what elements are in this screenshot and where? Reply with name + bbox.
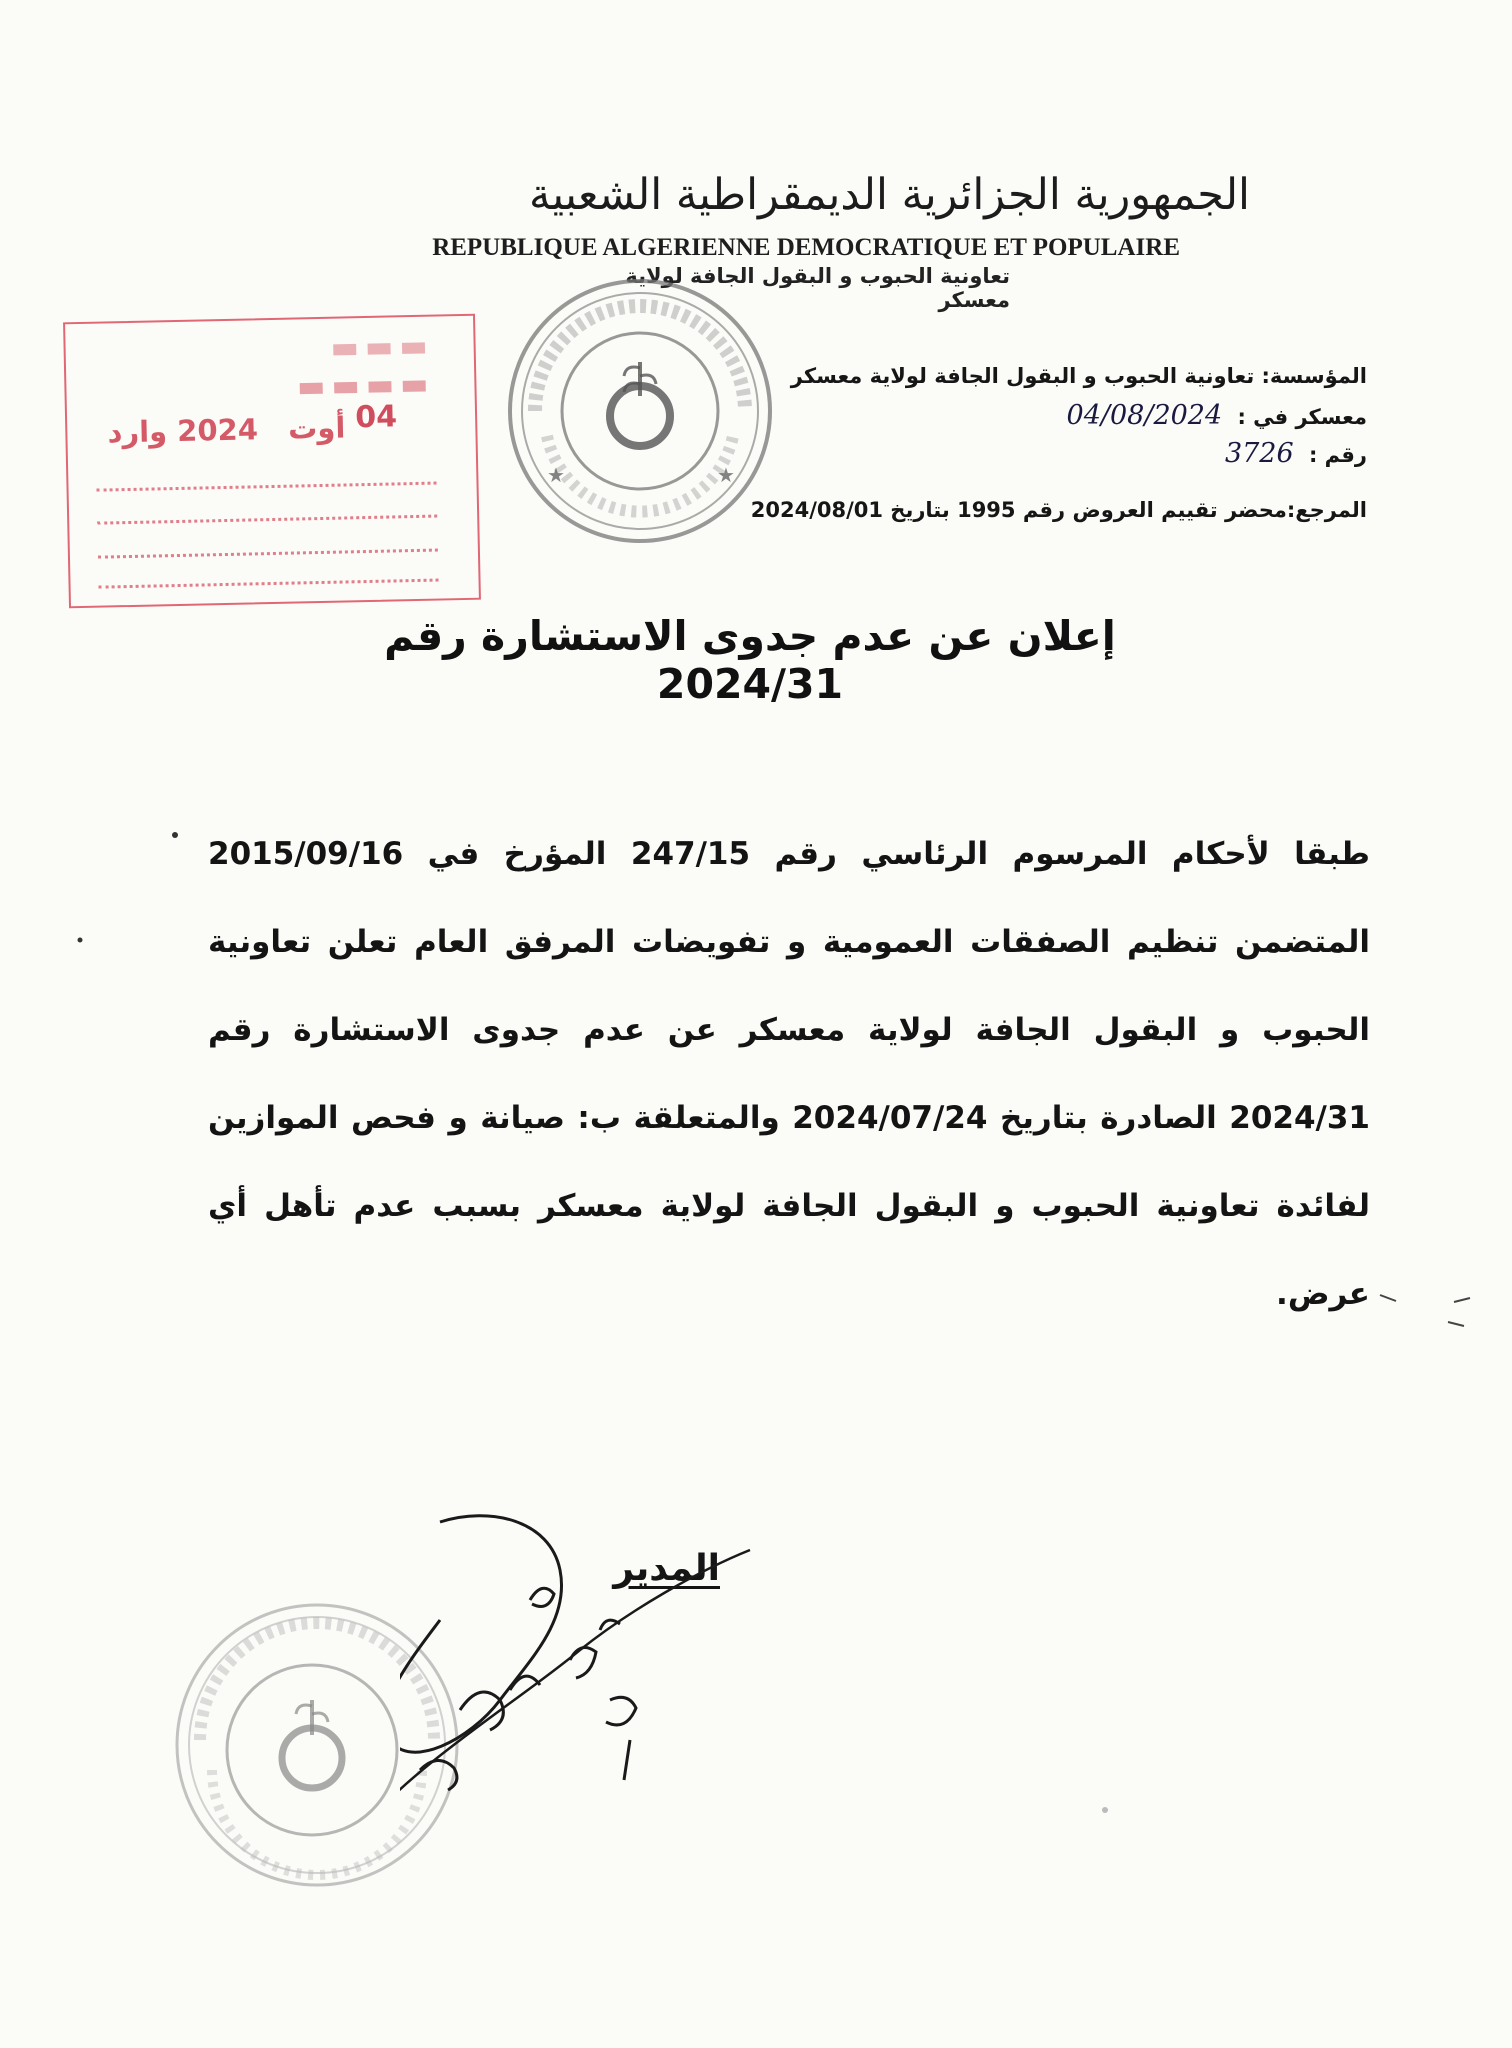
stamp-day: 04 (354, 399, 398, 436)
reference-value: محضر تقييم العروض رقم 1995 بتاريخ 2024/08/01 (750, 498, 1287, 522)
reference-label: المرجع: (1286, 498, 1367, 522)
cooperative-seal-icon (495, 266, 785, 556)
stamp-dotted-line (98, 549, 438, 559)
stamp-faded-line: ▬▬▬ (330, 328, 434, 366)
place-date-handwritten: 04/08/2024 (1066, 400, 1223, 431)
reference-line (751, 498, 1367, 522)
institution-label: المؤسسة: (1261, 364, 1367, 388)
institution-value: تعاونية الحبوب و البقول الجافة لولاية معسكر (790, 364, 1255, 388)
stamp-dotted-line (97, 515, 437, 525)
organization-subtitle: تعاونية الحبوب و البقول الجافة لولاية معسكر (625, 264, 1010, 312)
body-paragraph: طبقا لأحكام المرسوم الرئاسي رقم 247/15 المؤرخ في 2015/09/16 المتضمن تنظيم الصفقات العمومية و تفويضات المرفق العام تعلن تعاونية الحبوب و البقول الجافة لولاية معسكر عن عدم جدوى الاستشارة رقم 2024/31 الصادرة بتاريخ 2024/07/24 والمتعلقة ب: صيانة و فحص الموازين لفائدة تعاونية الحبوب و البقول الجافة لولاية معسكر بسبب عدم تأهل أي عرض. (208, 836, 1370, 1312)
institution-line (791, 364, 1367, 388)
republic-title-french: REPUBLIQUE ALGERIENNE DEMOCRATIQUE ET POPULAIRE (432, 234, 1180, 261)
stamp-dotted-line (99, 579, 439, 589)
stamp-faded-line: ▬▬▬▬ (296, 366, 435, 405)
announcement-body (208, 810, 1370, 1338)
number-handwritten: 3726 (1224, 438, 1294, 469)
handwritten-signature-icon (400, 1510, 760, 1840)
stamp-dotted-line (97, 482, 437, 492)
place-date-line (1067, 400, 1367, 431)
place-label: معسكر في : (1237, 405, 1367, 429)
number-line (1225, 438, 1367, 469)
received-stamp (63, 314, 481, 609)
stamp-month: أوت (287, 410, 346, 446)
stamp-year: 2024 (176, 412, 259, 448)
document-title: إعلان عن عدم جدوى الاستشارة رقم 2024/31 (384, 612, 1116, 708)
director-title: المدير (613, 1548, 720, 1589)
svg-text:★: ★ (547, 463, 565, 487)
number-label: رقم : (1308, 443, 1367, 467)
svg-text:★: ★ (717, 463, 735, 487)
stamp-date-line (107, 410, 345, 449)
stamp-word: وارد (107, 414, 168, 450)
republic-title-arabic: الجمهورية الجزائرية الديمقراطية الشعبية (529, 170, 1250, 220)
